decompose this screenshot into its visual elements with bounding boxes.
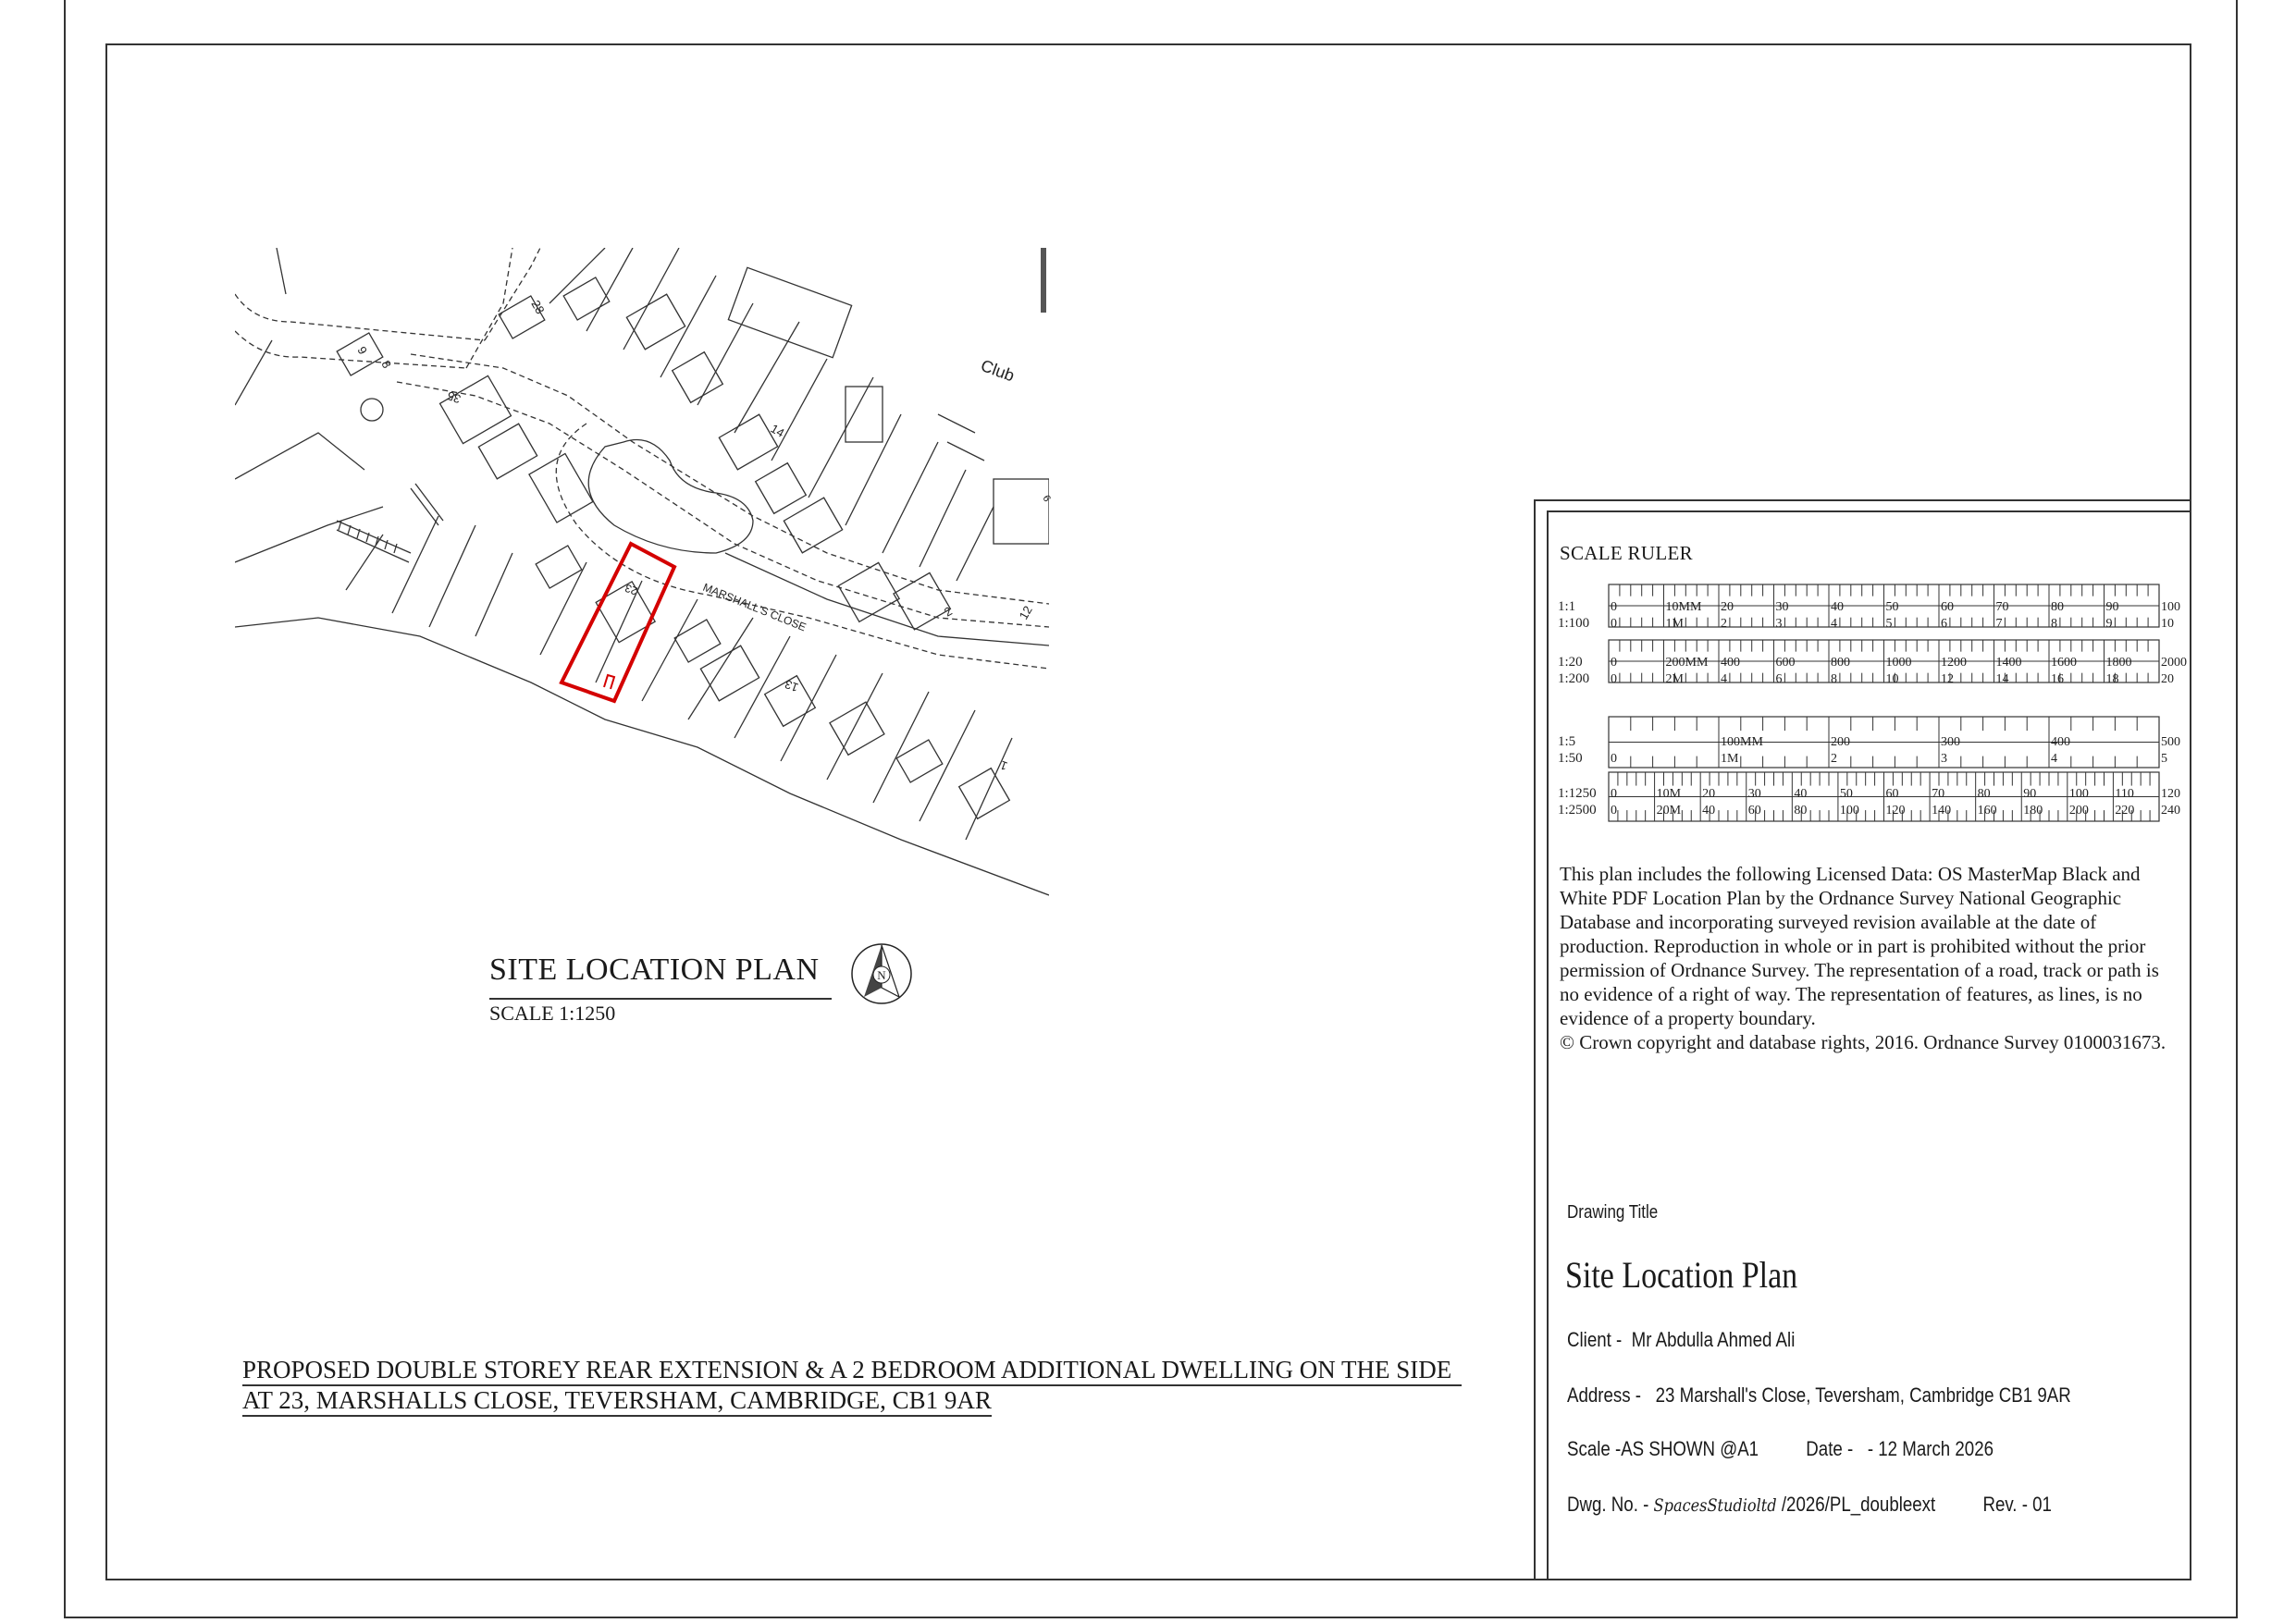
map-label-2: 2 — [942, 603, 955, 620]
ruler-tick-label: 100 — [1839, 804, 1859, 818]
address-label: Address - — [1567, 1383, 1642, 1407]
ruler-scale-label: 1:50 — [1558, 751, 1583, 766]
ruler-tick-label: 800 — [1831, 656, 1850, 670]
map-label-14: 14 — [768, 421, 787, 440]
ruler-scale-label: 1:200 — [1558, 671, 1590, 686]
ruler-tick-label: 20M — [1656, 804, 1682, 818]
ruler-tick-label: 4 — [2051, 752, 2057, 766]
ruler-tick-label: 1M — [1721, 752, 1739, 766]
ruler-tick-label: 1M — [1665, 617, 1684, 631]
client-label: Client - — [1567, 1328, 1623, 1351]
ruler-tick-label: 3 — [1941, 752, 1947, 766]
ruler-tick-label: 1200 — [1941, 656, 1967, 670]
dwg-signature: SpacesStudioltd — [1653, 1495, 1777, 1516]
ruler-tick-label: 90 — [2105, 600, 2119, 614]
ruler-tick-label: 100 — [2161, 600, 2180, 614]
ruler-tick-label: 8 — [2051, 617, 2057, 631]
scale-label: Scale - — [1567, 1437, 1622, 1460]
ruler-tick-label: 100 — [2068, 787, 2089, 801]
ruler-tick-label: 1600 — [2051, 656, 2077, 670]
map-label-1: 1 — [998, 757, 1010, 774]
ruler-tick-label: 20 — [2161, 672, 2174, 686]
ruler-tick-label: 6 — [1775, 672, 1783, 686]
os-licence-notice — [1560, 862, 2170, 1054]
ruler-tick-label: 200 — [2068, 804, 2089, 818]
site-location-map — [235, 248, 1053, 910]
proposal-line-1: PROPOSED DOUBLE STOREY REAR EXTENSION & A 2 BEDROOM ADDITIONAL DWELLING ON THE SIDE — [242, 1356, 1462, 1386]
plan-title-underline — [489, 998, 832, 1000]
ruler-scale-label: 1:20 — [1558, 655, 1583, 670]
ruler-scale-label: 1:1 — [1558, 599, 1576, 614]
ruler-scale-label: 1:100 — [1558, 616, 1590, 631]
map-label-13: 13 — [783, 677, 801, 695]
ruler-tick-label: 6 — [1941, 617, 1947, 631]
ruler-tick-label: 30 — [1775, 600, 1789, 614]
ruler-tick-label: 200MM — [1665, 656, 1709, 670]
ruler-tick-label: 1400 — [1995, 656, 2022, 670]
map-label-9: 9 — [354, 344, 371, 357]
ruler-tick-label: 1000 — [1885, 656, 1912, 670]
ruler-tick-label: 14 — [1995, 672, 2009, 686]
ruler-tick-label: 220 — [2115, 804, 2135, 818]
ruler-tick-label: 4 — [1831, 617, 1837, 631]
ruler-tick-label: 600 — [1775, 656, 1796, 670]
ruler-tick-label: 140 — [1932, 804, 1952, 818]
ruler-tick-label: 10MM — [1665, 600, 1702, 614]
ruler-tick-label: 300 — [1941, 735, 1960, 749]
dwg-label: Dwg. No. - — [1567, 1493, 1649, 1516]
ruler-tick-label: 1800 — [2105, 656, 2132, 670]
ruler-tick-label: 0 — [1611, 672, 1617, 686]
ruler-tick-label: 7 — [1995, 617, 2003, 631]
ruler-tick-label: 0 — [1611, 600, 1617, 614]
ruler-tick-label: 0 — [1611, 656, 1617, 670]
ruler-tick-label: 30 — [1747, 787, 1761, 801]
client-name: Mr Abdulla Ahmed Ali — [1631, 1328, 1796, 1351]
ruler-tick-label: 80 — [2051, 600, 2064, 614]
copyright-text: © Crown copyright and database rights, 2016. Ordnance Survey 0100031673. — [1560, 1031, 2166, 1053]
ruler-tick-label: 10M — [1656, 787, 1682, 801]
ruler-tick-label: 200 — [1831, 735, 1850, 749]
dwg-number: /2026/PL_doubleext — [1781, 1493, 1936, 1516]
ruler-tick-label: 90 — [2023, 787, 2037, 801]
drawing-title: Site Location Plan — [1565, 1254, 1798, 1296]
ruler-tick-label: 4 — [1721, 672, 1727, 686]
drawing-title-label: Drawing Title — [1567, 1202, 1659, 1223]
map-label-28: 28 — [528, 298, 548, 317]
ruler-tick-label: 160 — [1977, 804, 1997, 818]
date-label: Date - — [1806, 1437, 1854, 1460]
ruler-tick-label: 20 — [1702, 787, 1716, 801]
address-row — [1567, 1383, 2071, 1408]
north-letter: N — [877, 968, 886, 982]
ruler-tick-label: 100MM — [1721, 735, 1763, 749]
ruler-tick-label: 120 — [2161, 787, 2180, 801]
ruler-tick-label: 5 — [2161, 752, 2167, 766]
ruler-tick-label: 12 — [1941, 672, 1954, 686]
map-label-35: 35 — [445, 388, 463, 407]
address-value: 23 Marshall's Close, Teversham, Cambridge CB1 9AR — [1655, 1383, 2071, 1407]
ruler-tick-label: 110 — [2115, 787, 2134, 801]
ruler-tick-label: 0 — [1611, 787, 1617, 801]
ruler-tick-label: 2 — [1721, 617, 1727, 631]
map-label-club: Club — [978, 355, 1018, 386]
date-value: - 12 March 2026 — [1867, 1437, 1994, 1460]
ruler-tick-label: 80 — [1977, 787, 1991, 801]
ruler-tick-label: 0 — [1611, 804, 1617, 818]
ruler-tick-label: 70 — [1995, 600, 2009, 614]
ruler-scale-label: 1:2500 — [1558, 803, 1597, 818]
ruler-tick-label: 500 — [2161, 735, 2180, 749]
ruler-tick-label: 80 — [1794, 804, 1808, 818]
ruler-tick-label: 2M — [1665, 672, 1684, 686]
ruler-tick-label: 60 — [1941, 600, 1954, 614]
scale-date-row — [1567, 1437, 1994, 1461]
ruler-tick-label: 60 — [1747, 804, 1761, 818]
rev-value: 01 — [2032, 1493, 2052, 1516]
ruler-tick-label: 400 — [1721, 656, 1740, 670]
rev-label: Rev. - — [1982, 1493, 2028, 1516]
ruler-tick-label: 120 — [1885, 804, 1906, 818]
ruler-tick-label: 400 — [2051, 735, 2070, 749]
plan-title: SITE LOCATION PLAN — [489, 953, 820, 987]
ruler-tick-label: 50 — [1839, 787, 1853, 801]
scale-ruler-heading: SCALE RULER — [1560, 542, 1693, 564]
ruler-tick-label: 60 — [1885, 787, 1899, 801]
map-label-street: MARSHALL'S CLOSE — [700, 580, 809, 634]
ruler-scale-label: 1:1250 — [1558, 786, 1597, 801]
ruler-tick-label: 180 — [2023, 804, 2043, 818]
plan-scale: SCALE 1:1250 — [489, 1002, 616, 1025]
ruler-tick-label: 3 — [1775, 617, 1783, 631]
ruler-tick-label: 10 — [2161, 617, 2174, 631]
licence-text: This plan includes the following Licensed Data: OS MasterMap Black and White PDF Location Plan by the Ordnance Survey National Geographic Database and incorporating surveyed revision available at the date of production. Reproduction in whole or in part is prohibited without the prior permission of Ordnance Survey. The representation of a road, track or path is no evidence of a right of way. The representation of features, as lines, is no evidence of a property boundary. — [1560, 863, 2159, 1029]
ruler-tick-label: 0 — [1611, 752, 1617, 766]
north-arrow-icon — [849, 941, 914, 1006]
ruler-scale-label: 1:5 — [1558, 734, 1576, 749]
map-label-12: 12 — [1016, 603, 1035, 622]
ruler-tick-label: 10 — [1885, 672, 1899, 686]
ruler-tick-label: 70 — [1932, 787, 1945, 801]
scale-ruler — [1558, 583, 2187, 832]
map-label-8: 8 — [378, 358, 395, 371]
ruler-tick-label: 20 — [1721, 600, 1734, 614]
drawing-number-row — [1567, 1493, 2052, 1517]
proposal-description — [242, 1356, 1462, 1417]
client-row — [1567, 1328, 1795, 1352]
map-label-6: 6 — [1040, 493, 1053, 504]
ruler-tick-label: 240 — [2161, 804, 2180, 818]
ruler-tick-label: 0 — [1611, 617, 1617, 631]
ruler-tick-label: 9 — [2105, 617, 2113, 631]
ruler-tick-label: 16 — [2051, 672, 2064, 686]
ruler-tick-label: 18 — [2105, 672, 2119, 686]
proposal-line-2: AT 23, MARSHALLS CLOSE, TEVERSHAM, CAMBRIDGE, CB1 9AR — [242, 1386, 992, 1417]
ruler-tick-label: 40 — [1831, 600, 1844, 614]
ruler-tick-label: 40 — [1702, 804, 1716, 818]
ruler-tick-label: 2 — [1831, 752, 1837, 766]
scale-value: AS SHOWN @A1 — [1621, 1437, 1759, 1460]
ruler-tick-label: 2000 — [2161, 656, 2187, 670]
ruler-tick-label: 40 — [1794, 787, 1808, 801]
ruler-tick-label: 50 — [1885, 600, 1899, 614]
ruler-tick-label: 5 — [1885, 617, 1893, 631]
map-label-23: 23 — [623, 581, 640, 598]
ruler-tick-label: 8 — [1831, 672, 1837, 686]
